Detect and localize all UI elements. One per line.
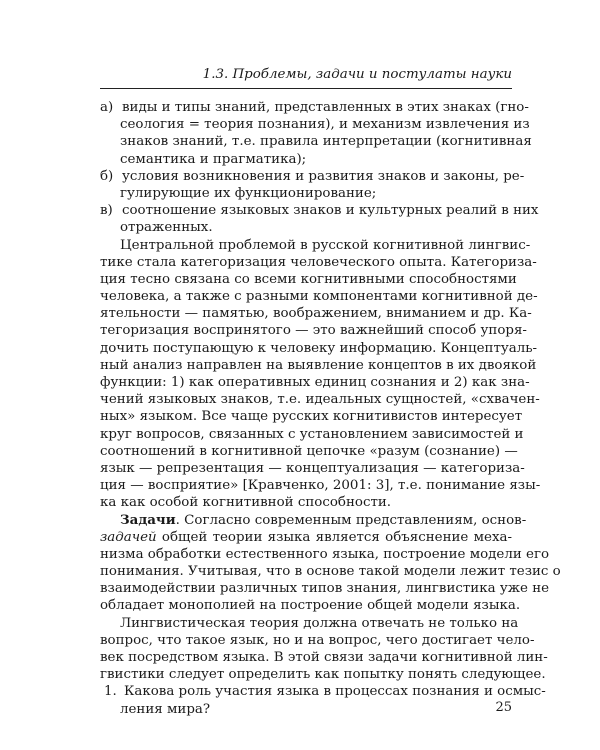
list-item-a-line: знаков знаний, т.е. правила интерпретации (когнитивная — [120, 134, 532, 150]
list-item-b-line: гулирующие их функционирование; — [120, 185, 377, 201]
paragraph-line: чений языковых знаков, т.е. идеальных сущностей, «схвачен- — [100, 392, 540, 408]
paragraph-line: тегоризация воспринятого — это важнейший способ упоря- — [100, 323, 527, 339]
page-number: 25 — [495, 700, 512, 715]
paragraph-line: понимания. Учитывая, что в основе такой модели лежит тезис о — [100, 564, 561, 580]
list-marker: б) — [100, 168, 114, 184]
italic-term: задачей — [100, 529, 157, 545]
list-item-a-line — [100, 99, 529, 116]
body-text — [100, 99, 561, 718]
paragraph-line: соотношений в когнитивной цепочке «разум (сознание) — — [100, 443, 518, 459]
paragraph-line: Центральной проблемой в русской когнитивной лингвис- — [120, 237, 531, 253]
paragraph-line: тике стала категоризация человеческого опыта. Категориза- — [100, 254, 537, 270]
section-lead-bold: Задачи — [120, 511, 176, 528]
numbered-marker: 1. — [104, 684, 117, 700]
paragraph-line: взаимодействии различных типов знания, лингвистика уже не — [100, 581, 550, 597]
paragraph-line: ный анализ направлен на выявление концептов в их двоякой — [100, 357, 537, 373]
list-marker: в) — [100, 203, 113, 219]
paragraph-line: ятельности — памятью, воображением, вниманием и др. Ка- — [100, 306, 532, 322]
paragraph-line: обладает монополией на построение общей модели языка. — [100, 598, 521, 614]
paragraph-line: век посредством языка. В этой связи задачи когнитивной лин- — [100, 650, 548, 665]
paragraph-line: круг вопросов, связанных с установлением зависимостей и — [100, 426, 524, 442]
paragraph-line: язык — репрезентация — концептуализация — категориза- — [100, 460, 525, 476]
list-item-c-line: отраженных. — [120, 220, 213, 236]
numbered-item-line: 1. Какова роль участия языка в процессах познания и осмыс- — [100, 683, 512, 700]
paragraph-line: ция — восприятие» [Кравченко, 2001: 3], т.е. понимание язы- — [100, 478, 541, 494]
paragraph-line: дочить поступающую к человеку информацию. Концептуаль- — [100, 340, 538, 356]
header-rule — [100, 88, 512, 89]
running-head: 1.3. Проблемы, задачи и постулаты науки — [202, 67, 512, 82]
list-item-a-line: сеология = теория познания), и механизм извлечения из — [120, 117, 530, 133]
paragraph-line: ка как особой когнитивной способности. — [100, 495, 392, 511]
list-item-b-line — [100, 168, 525, 185]
list-text: условия возникновения и развития знаков и законы, ре- — [122, 168, 525, 184]
list-item-a-line: семантика и прагматика); — [120, 151, 307, 167]
paragraph-line: функции: 1) как оперативных единиц сознания и 2) как зна- — [100, 375, 530, 390]
list-text: соотношение языковых знаков и культурных реалий в них — [122, 203, 539, 219]
list-item-c-line — [100, 202, 539, 219]
paragraph-line: ция тесно связана со всеми когнитивными способностями — [100, 271, 517, 287]
list-text: виды и типы знаний, представленных в этих знаках (гно- — [122, 100, 529, 115]
paragraph-line: ных» языком. Все чаще русских когнитивистов интересует — [100, 409, 523, 425]
paragraph-line: Задачи. Согласно современным представлениям, основ- — [120, 511, 527, 528]
paragraph-line: гвистики следует определить как попытку понять следующее. — [100, 667, 546, 683]
paragraph-line: человека, а также с разными компонентами когнитивной де- — [100, 289, 538, 305]
numbered-item-line: ления мира? — [120, 701, 211, 717]
paragraph-line: задачей общей теории языка является объяснение меха- — [100, 529, 512, 545]
paragraph-line: низма обработки естественного языка, построение модели его — [100, 546, 550, 562]
paragraph-line: Лингвистическая теория должна отвечать не только на — [120, 615, 519, 631]
paragraph-line: вопрос, что такое язык, но и на вопрос, чего достигает чело- — [100, 632, 535, 648]
list-marker: а) — [100, 100, 114, 115]
